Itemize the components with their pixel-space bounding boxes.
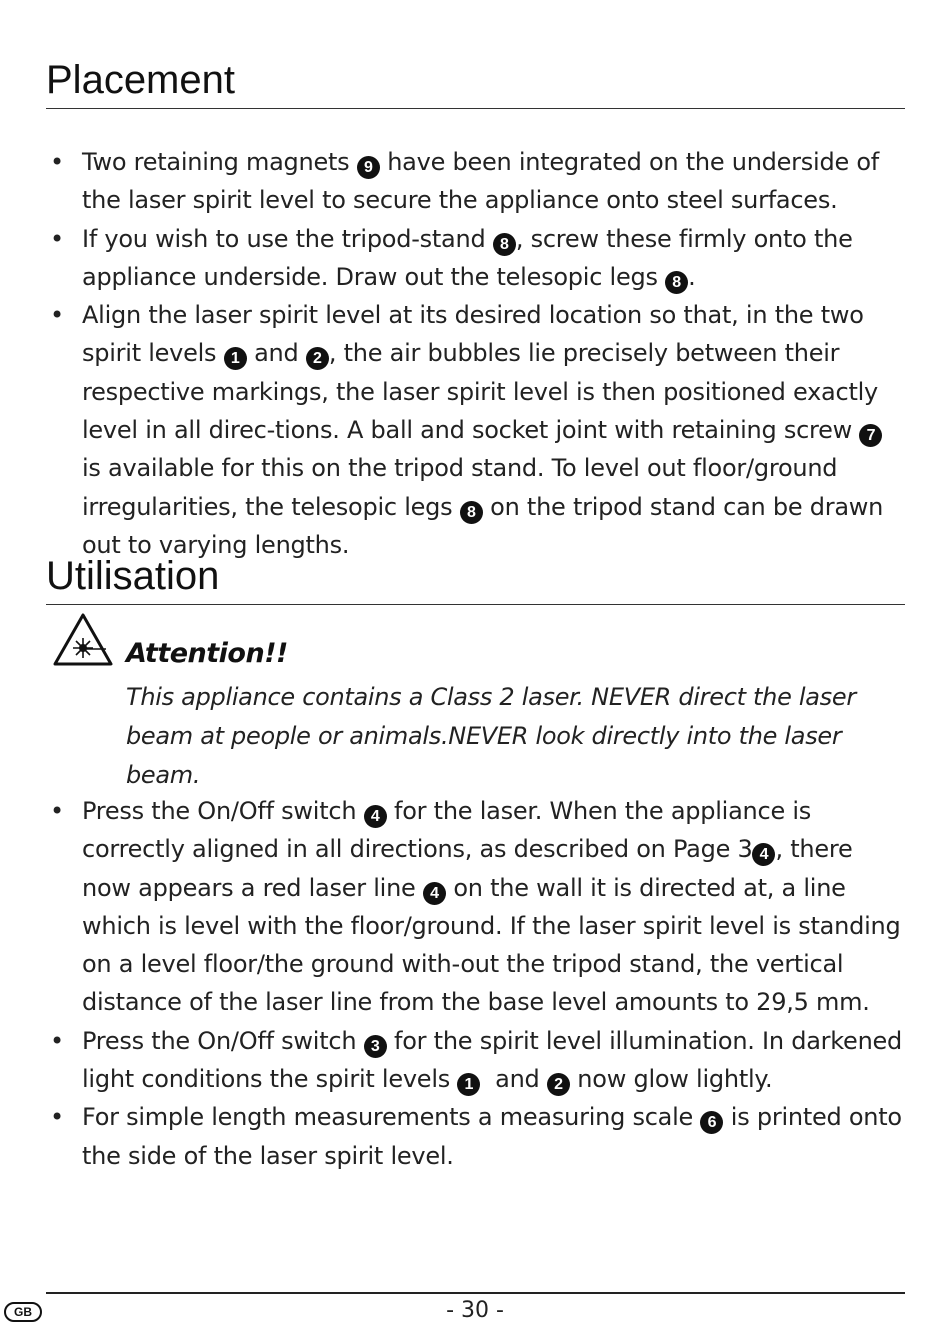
item-text: is printed onto the side of the laser spirit level. <box>82 1103 902 1170</box>
item-text: have been integrated on the underside of the laser spirit level to secure the appliance onto steel surfaces. <box>82 148 879 215</box>
item-text: and <box>480 1065 547 1094</box>
item-text: , there now appears a red laser line <box>82 835 853 902</box>
item-text: , screw these firmly onto the appliance underside. Draw out the telesopic legs <box>82 224 853 291</box>
list-item <box>46 1098 906 1175</box>
item-text: for the laser. When the appliance is correctly aligned in all directions, as described on Page 3 <box>82 797 812 864</box>
utilisation-list <box>46 792 906 1175</box>
utilisation-title: Utilisation <box>46 554 220 598</box>
bullet-point: • <box>50 1026 64 1055</box>
item-text: . <box>688 262 696 291</box>
placement-list <box>46 143 906 564</box>
list-item <box>46 1022 906 1099</box>
part-number-badge: 1 <box>457 1073 480 1096</box>
item-text: If you wish to use the tripod-stand <box>82 224 493 253</box>
part-number-badge: 6 <box>700 1111 723 1134</box>
item-text: and <box>246 339 306 368</box>
list-item <box>46 792 906 1022</box>
bullet-point: • <box>50 301 64 330</box>
bullet-point: • <box>50 797 64 825</box>
placement-title: Placement <box>46 58 235 102</box>
item-text: on the tripod stand can be drawn out to varying lengths. <box>82 492 884 559</box>
language-badge: GB <box>4 1302 42 1322</box>
item-text: , the air bubbles lie precisely between their respective markings, the laser spirit level is then positioned exactly level in all direc-tions. A ball and socket joint with retaining screw <box>82 339 878 445</box>
list-item <box>46 220 906 297</box>
bullet-point: • <box>50 224 64 253</box>
part-number-badge: 4 <box>423 882 446 905</box>
part-number-badge: 8 <box>493 233 516 256</box>
placement-heading <box>46 56 905 109</box>
item-text: Align the laser spirit level at its desired location so that, in the two spirit levels <box>82 301 864 368</box>
item-text: Two retaining magnets <box>82 148 357 176</box>
attention-title: Attention!! <box>126 638 288 669</box>
item-text: Press the On/Off switch <box>82 797 364 825</box>
part-number-badge: 3 <box>364 1035 387 1058</box>
part-number-badge: 2 <box>306 347 329 370</box>
item-text: Press the On/Off switch <box>82 1026 364 1055</box>
item-text: is available for this on the tripod stand. To level out floor/ground irregularities, the telesopic legs <box>82 454 838 521</box>
laser-warning-icon <box>52 612 114 668</box>
part-number-badge: 7 <box>859 424 882 447</box>
part-number-badge: 4 <box>364 805 387 828</box>
item-text: on the wall it is directed at, a line which is level with the floor/ground. If the laser spirit level is standing on a level floor/the ground with-out the tripod stand, the vertical distance of the laser line from the base level amounts to 29,5 mm. <box>82 873 901 1017</box>
list-item <box>46 296 906 564</box>
bullet-point: • <box>50 1103 64 1132</box>
list-item <box>46 143 906 220</box>
part-number-badge: 2 <box>547 1073 570 1096</box>
part-number-badge: 1 <box>224 347 247 370</box>
utilisation-heading <box>46 552 905 605</box>
item-text: now glow lightly. <box>569 1065 773 1094</box>
bullet-point: • <box>50 148 64 176</box>
part-number-badge: 8 <box>665 271 688 294</box>
part-number-badge: 8 <box>460 501 483 524</box>
attention-text: This appliance contains a Class 2 laser. NEVER direct the laser beam at people or animals.NEVER look directly into the laser beam. <box>126 683 856 789</box>
item-text: For simple length measurements a measuring scale <box>82 1103 701 1132</box>
part-number-badge: 9 <box>357 156 380 179</box>
footer-divider <box>46 1292 905 1294</box>
item-text: for the spirit level illumination. In darkened light conditions the spirit levels <box>82 1026 903 1094</box>
part-number-badge: 4 <box>752 843 775 866</box>
page-number: - 30 - <box>446 1298 504 1323</box>
